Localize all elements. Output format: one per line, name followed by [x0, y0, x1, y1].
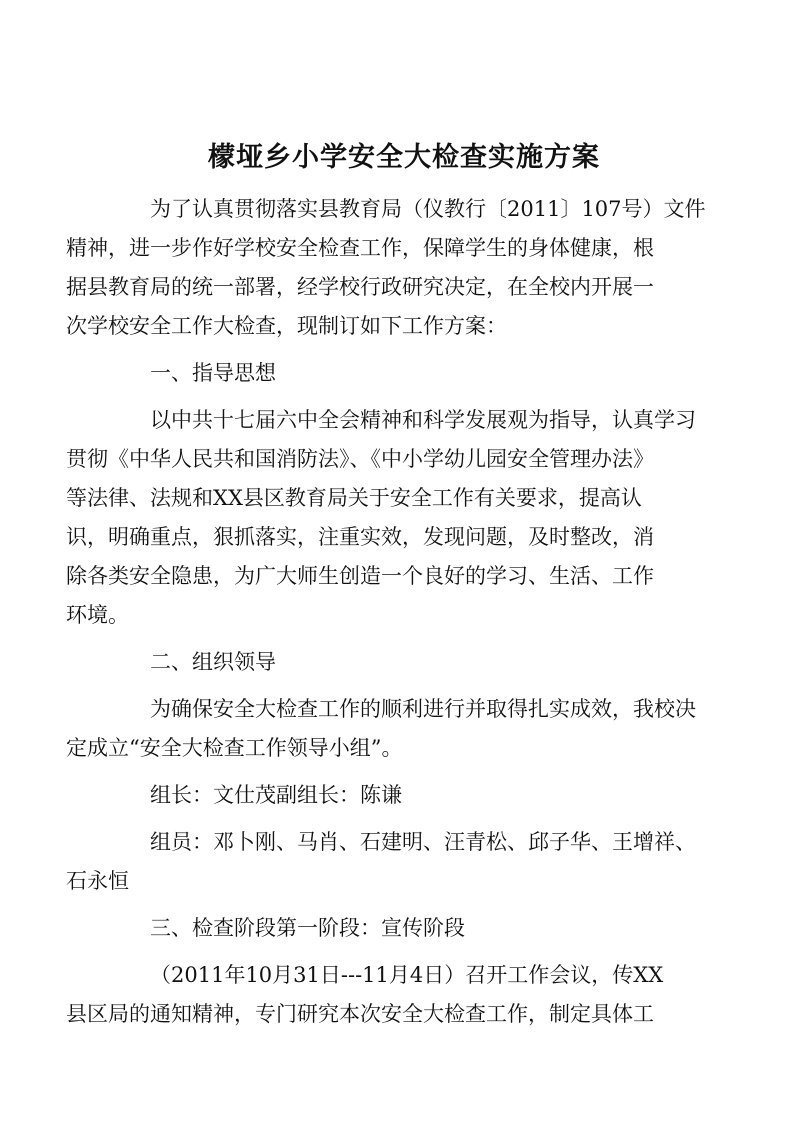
leaders-line: 组长：文仕茂副组长：陈谦: [150, 783, 402, 807]
section2-line-1: 为确保安全大检查工作的顺利进行并取得扎实成效，我校决: [150, 697, 696, 721]
section1-paragraph: [66, 401, 700, 635]
section1-line-1: 以中共十七届六中全会精神和科学发展观为指导，认真学习: [150, 408, 696, 432]
intro-line-3: 据县教育局的统一部署，经学校行政研究决定，在全校内开展一: [66, 275, 654, 299]
document-title: 檬垭乡小学安全大检查实施方案: [208, 142, 600, 173]
section1-heading: 一、指导思想: [150, 361, 276, 385]
intro-line-4: 次学校安全工作大检查，现制订如下工作方案：: [66, 314, 507, 338]
members-line-1: 组员：邓卜刚、马肖、石建明、汪青松、邱子华、王增祥、: [150, 830, 696, 854]
section2-line-2: 定成立“安全大检查工作领导小组”。: [66, 736, 403, 760]
section3-line-1: （2011年10月31日---11月4日）召开工作会议，传XX: [150, 963, 664, 987]
section1-line-3: 等法律、法规和XX县区教育局关于安全工作有关要求，提高认: [66, 486, 642, 510]
section1-line-5: 除各类安全隐患，为广大师生创造一个良好的学习、生活、工作: [66, 564, 654, 588]
members-paragraph: [66, 823, 700, 901]
members-line-2: 石永恒: [66, 869, 129, 893]
intro-line-2: 精神，进一步作好学校安全检查工作，保障学生的身体健康，根: [66, 236, 654, 260]
section2-paragraph: [66, 690, 700, 768]
section3-paragraph: [66, 956, 700, 1034]
section1-line-4: 识，明确重点，狠抓落实，注重实效，发现问题，及时整改，消: [66, 525, 654, 549]
section3-heading: 三、检查阶段第一阶段：宣传阶段: [150, 916, 465, 940]
section1-line-2: 贯彻《中华人民共和国消防法》、《中小学幼儿园安全管理办法》: [66, 447, 654, 471]
intro-line-1: 为了认真贯彻落实县教育局（仪教行〔2011〕107号）文件: [150, 197, 706, 221]
section2-heading: 二、组织领导: [150, 650, 276, 674]
section3-line-2: 县区局的通知精神，专门研究本次安全大检查工作，制定具体工: [66, 1002, 654, 1026]
intro-paragraph: [66, 190, 706, 346]
document-page: [66, 138, 706, 1042]
section1-line-6: 环境。: [66, 603, 129, 627]
